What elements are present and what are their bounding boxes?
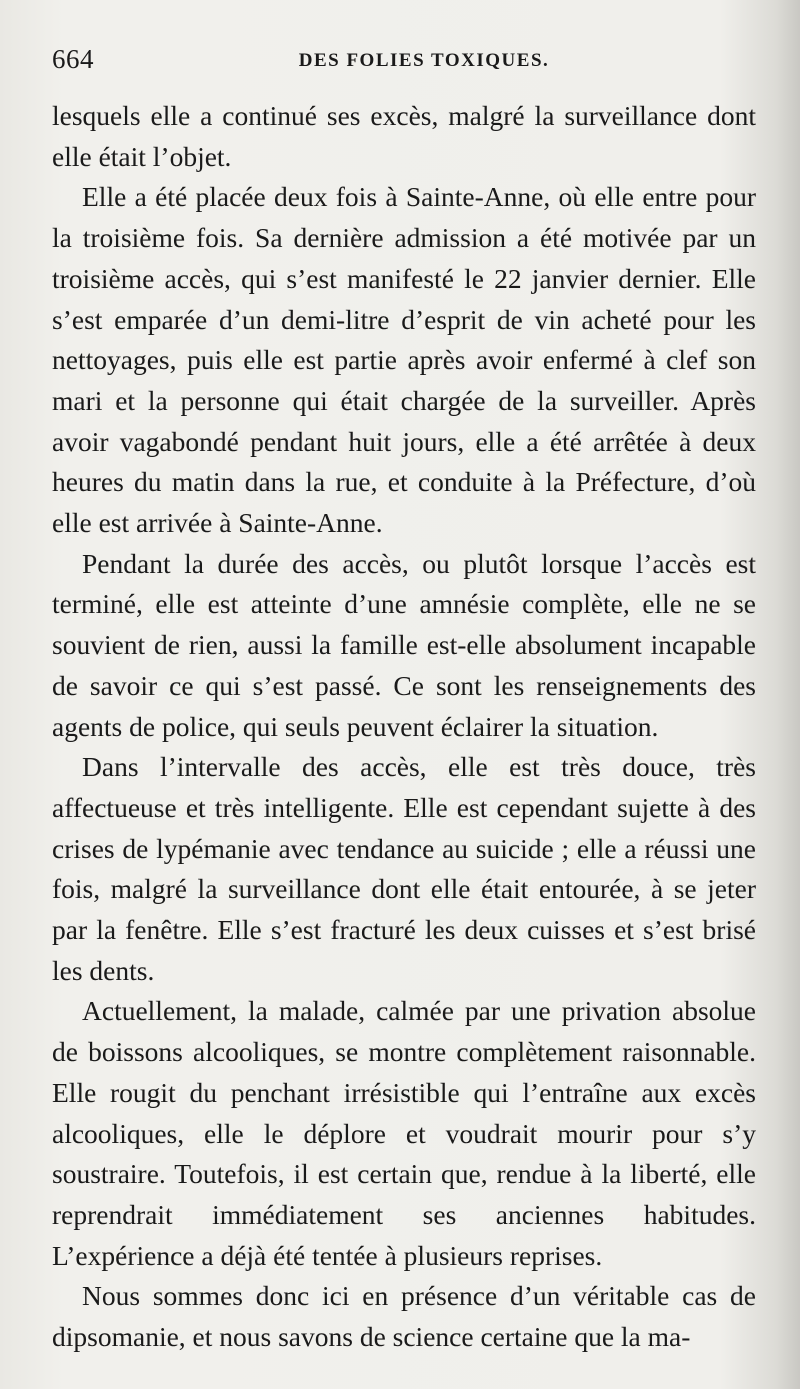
running-title: DES FOLIES TOXIQUES. bbox=[298, 50, 550, 71]
paragraph-current-state: Actuellement, la malade, calmée par une privation absolue de boissons alcooliques, se montre complètement raisonnable. Elle rougit du penchant irrésistible qui l’entraîne aux excès alcooliques, elle le déplore et voudrait mourir pour s’y soustraire. Toutefois, il est certain que, rendue à la liberté, elle reprendrait immédiatement ses anciennes habitudes. L’expérience a déjà été tentée à plusieurs reprises. bbox=[52, 995, 756, 1271]
body-text bbox=[52, 96, 756, 1358]
paragraph-amnesia: Pendant la durée des accès, ou plutôt lorsque l’accès est terminé, elle est atteinte d’une amnésie complète, elle ne se souvient de rien, aussi la famille est-elle absolument incapable de savoir ce qui s’est passé. Ce sont les renseignements des agents de police, qui seuls peuvent éclairer la situation. bbox=[52, 547, 756, 742]
paragraph-dipsomania: Nous sommes donc ici en présence d’un véritable cas de dipsomanie, et nous savons de science certaine que la ma- bbox=[52, 1280, 756, 1353]
paragraph-admission: Elle a été placée deux fois à Sainte-Anne, où elle entre pour la troisième fois. Sa dernière admission a été motivée par un troisième accès, qui s’est manifesté le 22 janvier dernier. Elle s’est emparée d’un demi-litre d’esprit de vin acheté pour les nettoyages, puis elle est partie après avoir enfermé à clef son mari et la personne qui était chargée de la surveiller. Après avoir vagabondé pendant huit jours, elle a été arrêtée à deux heures du matin dans la rue, et conduite à la Préfecture, d’où elle est arrivée à Sainte-Anne. bbox=[52, 181, 756, 539]
running-head bbox=[52, 44, 756, 84]
page-number: 664 bbox=[52, 44, 94, 74]
paragraph-continued: lesquels elle a continué ses excès, malgré la surveillance dont elle était l’objet. bbox=[52, 100, 756, 172]
paragraph-interval: Dans l’intervalle des accès, elle est très douce, très affectueuse et très intelligente. Elle est cependant sujette à des crises de lypémanie avec tendance au suicide ; elle a réussi une fois, malgré la surveillance dont elle était entourée, à se jeter par la fenêtre. Elle s’est fracturé les deux cuisses et s’est brisé les dents. bbox=[52, 751, 756, 986]
